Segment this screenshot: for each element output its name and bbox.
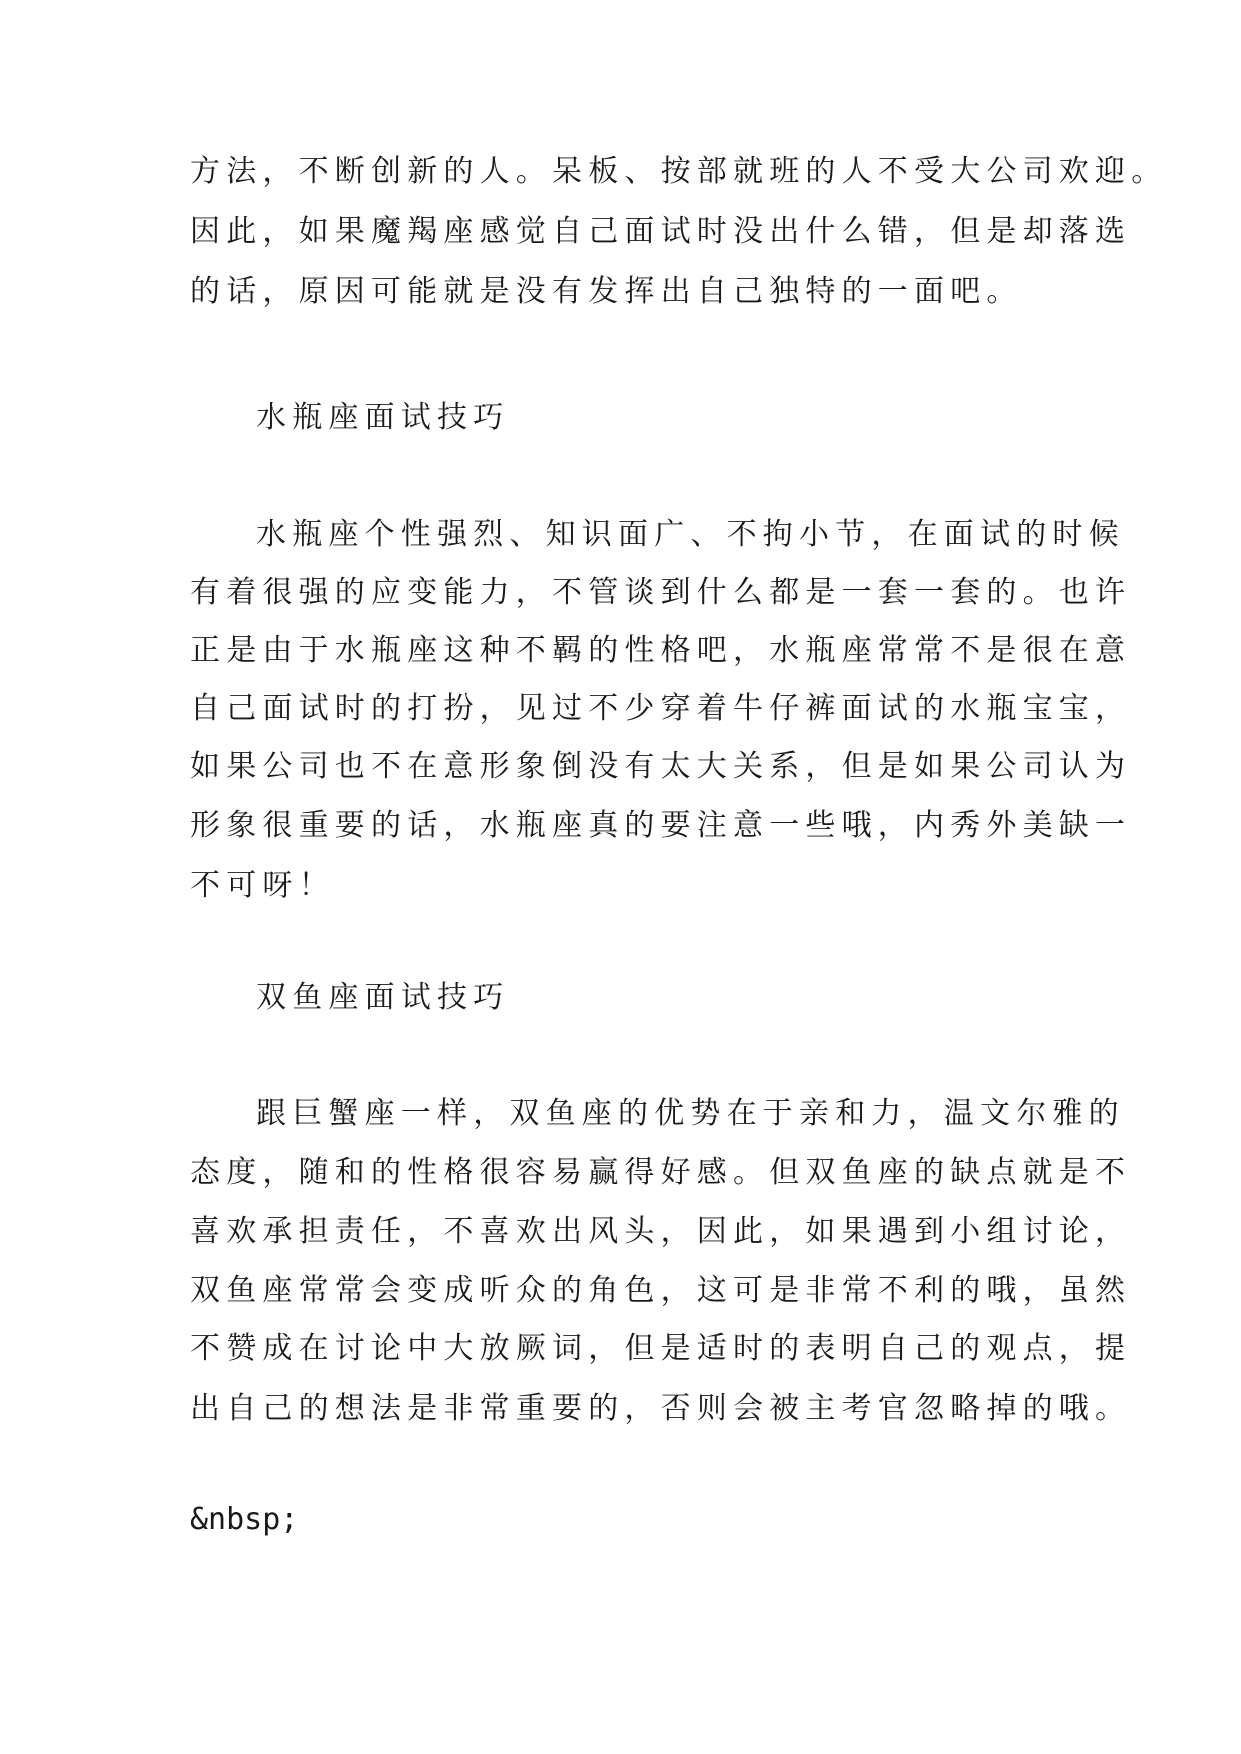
body-text-line: 不可呀！: [190, 868, 335, 903]
body-text-line: 因此，如果魔羯座感觉自己面试时没出什么错，但是却落选: [190, 214, 1132, 249]
section-heading-pisces: 双鱼座面试技巧: [256, 980, 510, 1015]
body-text-line: 不赞成在讨论中大放厥词，但是适时的表明自己的观点，提: [190, 1331, 1132, 1366]
body-text-line: 喜欢承担责任，不喜欢出风头，因此，如果遇到小组讨论，: [190, 1214, 1132, 1249]
body-text-line: 如果公司也不在意形象倒没有太大关系，但是如果公司认为: [190, 749, 1132, 784]
section-heading-aquarius: 水瓶座面试技巧: [256, 400, 510, 435]
body-text-line: 水瓶座个性强烈、知识面广、不拘小节，在面试的时候: [256, 517, 1125, 552]
body-text-line: 跟巨蟹座一样，双鱼座的优势在于亲和力，温文尔雅的: [256, 1096, 1125, 1131]
body-text-line: 双鱼座常常会变成听众的角色，这可是非常不利的哦，虽然: [190, 1273, 1132, 1308]
body-text-line: 自己面试时的打扮，见过不少穿着牛仔裤面试的水瓶宝宝，: [190, 691, 1132, 726]
body-text-line: 的话，原因可能就是没有发挥出自己独特的一面吧。: [190, 274, 1023, 309]
body-text-line: 有着很强的应变能力，不管谈到什么都是一套一套的。也许: [190, 575, 1132, 610]
body-text-line: 态度，随和的性格很容易赢得好感。但双鱼座的缺点就是不: [190, 1155, 1132, 1190]
body-text-line: 形象很重要的话，水瓶座真的要注意一些哦，内秀外美缺一: [190, 808, 1132, 843]
body-text-line: 方法，不断创新的人。呆板、按部就班的人不受大公司欢迎。: [190, 154, 1168, 189]
body-text-line: 出自己的想法是非常重要的，否则会被主考官忽略掉的哦。: [190, 1391, 1132, 1426]
raw-entity-text: &nbsp;: [190, 1502, 299, 1537]
body-text-line: 正是由于水瓶座这种不羁的性格吧，水瓶座常常不是很在意: [190, 633, 1132, 668]
